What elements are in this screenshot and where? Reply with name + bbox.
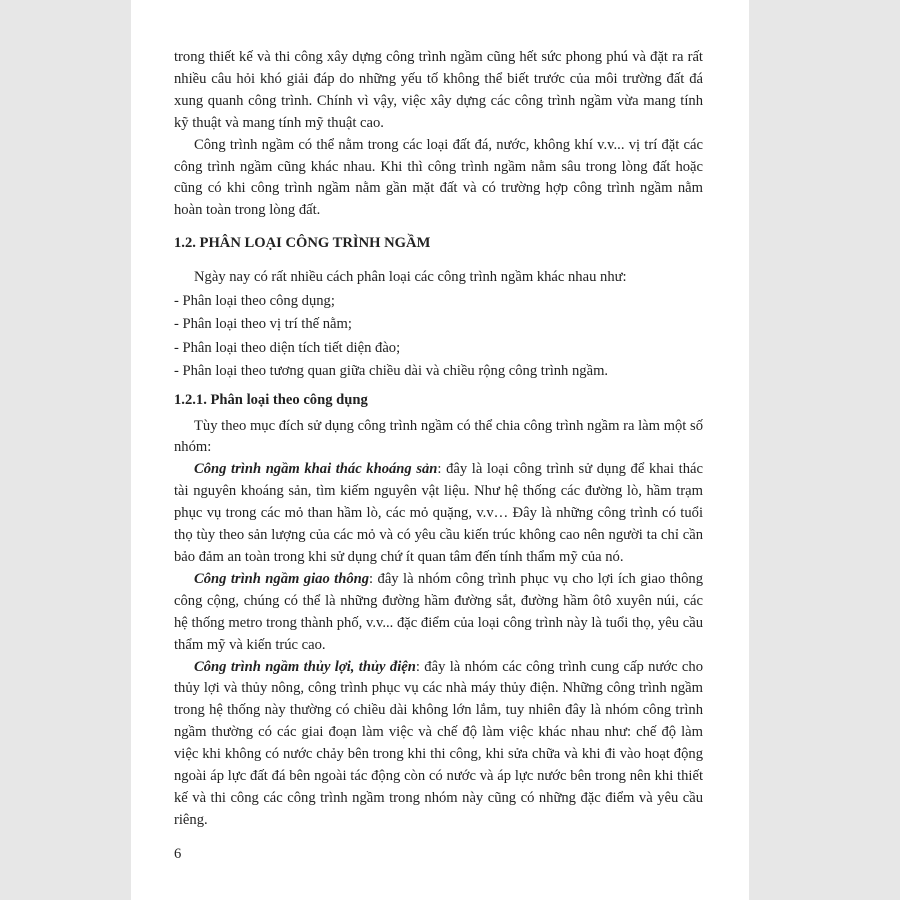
paragraph-location: Công trình ngầm có thể nằm trong các loại đất đá, nước, không khí v.v... vị trí đặt các công trình ngầm cũng khác nhau. Khi thì công trình ngầm nằm sâu trong lòng đất hoặc cũng có khi công trình ngầm nằm gần mặt đất và có trường hợp công trình ngầm nằm hoàn toàn trong lòng đất. (174, 136, 703, 219)
group-mining (174, 459, 703, 569)
group-transport (174, 569, 703, 657)
section-heading: 1.2. PHÂN LOẠI CÔNG TRÌNH NGẦM (174, 235, 431, 252)
list-item: - Phân loại theo tương quan giữa chiều dài và chiều rộng công trình ngầm. (174, 363, 609, 380)
classification-list (174, 266, 703, 384)
group-term: Công trình ngầm giao thông (194, 570, 370, 587)
paragraph-continuation: trong thiết kế và thi công xây dựng công trình ngầm cũng hết sức phong phú và đặt ra rất nhiều câu hỏi khó giải đáp do những yếu tố không thể biết trước của môi trường đất đá xung quanh công trình. Chính vì vậy, việc xây dựng các công trình ngầm vừa mang tính kỹ thuật và mang tính mỹ thuật cao. (174, 49, 703, 131)
list-item: - Phân loại theo vị trí thế nằm; (174, 316, 352, 333)
group-term: Công trình ngầm thủy lợi, thủy điện (194, 658, 416, 675)
subsection-heading: 1.2.1. Phân loại theo công dụng (174, 391, 368, 408)
subsection-intro: Tùy theo mục đích sử dụng công trình ngầm có thể chia công trình ngầm ra làm một số nhóm: (174, 417, 703, 456)
group-text: : đây là nhóm các công trình cung cấp nước cho thủy lợi và thủy nông, công trình phục vụ các nhà máy thủy điện. Những công trình ngầm trong hệ thống này thường có chiều dài không lớn lắm, tuy nhiên đây là nhóm công trình ngầm thường có các giai đoạn làm việc và chế độ làm việc khác nhau như: chế độ làm việc khi không có nước chảy bên trong khi thi công, khi sửa chữa và khi đi vào hoạt động ngoài áp lực đất đá bên ngoài tác động còn có nước và áp lực nước bên trong nên khi thiết kế và thi công các công trình ngầm trong nhóm này cũng có những đặc điểm và yêu cầu riêng. (174, 658, 703, 828)
page-number: 6 (174, 846, 182, 862)
group-hydro (174, 657, 703, 832)
group-text: : đây là nhóm công trình phục vụ cho lợi ích giao thông công cộng, chúng có thể là những đường hầm đường sắt, đường hầm ôtô xuyên núi, các hệ thống metro trong thành phố, v.v... đặc điểm của loại công trình này là tuổi thọ, yêu cầu thẩm mỹ và kiến trúc cao. (174, 570, 703, 653)
list-intro: Ngày nay có rất nhiều cách phân loại các công trình ngầm khác nhau như: (194, 269, 627, 286)
list-item: - Phân loại theo công dụng; (174, 292, 335, 309)
group-term: Công trình ngầm khai thác khoáng sản (194, 461, 438, 478)
group-text: : đây là loại công trình sử dụng để khai thác tài nguyên khoáng sản, tìm kiếm nguyên vật liệu. Như hệ thống các đường lò, hầm trạm phục vụ trong các mỏ than hầm lò, các mỏ quặng, v.v… Đây là những công trình có tuổi thọ tùy theo sản lượng của các mỏ và có yêu cầu kiến trúc không cao nên người ta chỉ cần bảo đảm an toàn trong khi sử dụng chứ ít quan tâm đến tính thẩm mỹ của nó. (174, 461, 703, 565)
list-item: - Phân loại theo diện tích tiết diện đào; (174, 339, 401, 356)
book-page (131, 0, 749, 900)
